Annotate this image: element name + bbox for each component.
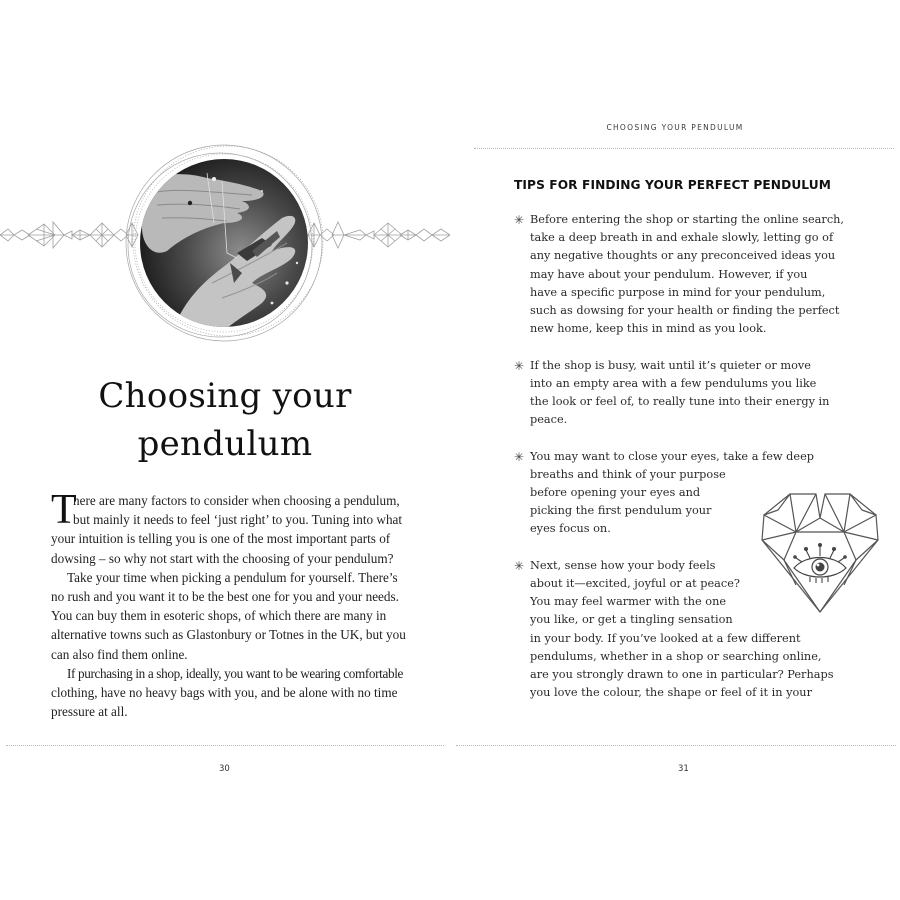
text-line: no rush and you want it to be the best one for you and your needs. xyxy=(51,589,399,605)
text-line: can also find them online. xyxy=(51,646,188,662)
footer-divider xyxy=(456,745,896,746)
text-line: clothing, have no heavy bags with you, and be alone with no time xyxy=(51,685,398,701)
text-line: your intuition is telling you is one of the most important parts of xyxy=(51,531,391,547)
text-line: Next, sense how your body feels xyxy=(530,558,716,572)
text-line: pendulums, whether in a shop or searching online, xyxy=(530,649,822,663)
text-line: here are many factors to consider when choosing a pendulum, xyxy=(73,493,400,508)
text-line: about it—excited, joyful or at peace? xyxy=(530,577,740,591)
text-line: If the shop is busy, wait until it’s quieter or move xyxy=(530,358,811,372)
text-line: you like, or get a tingling sensation xyxy=(530,613,733,627)
hands-holding-pendulums-photo xyxy=(112,133,337,358)
text-line: You may feel warmer with the one xyxy=(530,595,727,609)
text-line: alternative towns such as Glastonbury or Totnes in the UK, but you xyxy=(51,627,406,643)
running-head: CHOOSING YOUR PENDULUM xyxy=(606,123,744,132)
text-line: into an empty area with a few pendulums you like xyxy=(530,376,817,390)
asterisk-bullet-icon: ✳ xyxy=(514,213,525,227)
text-line: new home, keep this in mind as you look. xyxy=(530,322,767,336)
drop-cap: T xyxy=(51,487,77,533)
page-number: 31 xyxy=(678,764,689,774)
text-line: but mainly it needs to feel ‘just right’ to you. Tuning into what xyxy=(73,512,403,528)
tip-item xyxy=(514,211,900,338)
text-line: the look or feel of, to really tune into their energy in xyxy=(530,395,830,409)
text-line: any negative thoughts or any preconceived ideas you xyxy=(530,249,836,263)
header-divider xyxy=(474,148,894,149)
text-line: dowsing – so why not start with the choosing of your pendulum? xyxy=(51,550,394,566)
text-line: breaths and think of your purpose xyxy=(530,467,726,481)
text-line: take a deep breath in and exhale slowly, letting go of xyxy=(530,231,834,245)
text-line: such as dowsing for your health or finding the perfect xyxy=(530,304,840,318)
text-line: Take your time when picking a pendulum for yourself. There’s xyxy=(67,569,398,585)
section-heading: TIPS FOR FINDING YOUR PERFECT PENDULUM xyxy=(514,178,831,192)
text-line: If purchasing in a shop, ideally, you want to be wearing comfortable xyxy=(67,665,404,681)
text-line: before opening your eyes and xyxy=(530,486,701,500)
page-number: 30 xyxy=(219,764,230,774)
tips-list xyxy=(514,211,900,721)
text-line: in your body. If you’ve looked at a few different xyxy=(530,631,801,645)
asterisk-bullet-icon: ✳ xyxy=(514,558,525,573)
paragraph xyxy=(51,568,406,664)
chapter-title xyxy=(0,372,450,468)
chapter-title-line: Choosing your xyxy=(98,376,352,416)
asterisk-bullet-icon: ✳ xyxy=(514,358,525,373)
text-line: eyes focus on. xyxy=(530,522,611,536)
text-line: Before entering the shop or starting the online search, xyxy=(530,213,845,226)
paragraph xyxy=(51,664,404,722)
text-line: You may want to close your eyes, take a few deep xyxy=(530,449,814,463)
footer-divider xyxy=(6,745,444,746)
text-line: peace. xyxy=(530,413,568,427)
tip-item xyxy=(514,357,900,430)
text-line: may have about your pendulum. However, if you xyxy=(530,267,808,281)
text-line: picking the first pendulum your xyxy=(530,504,712,518)
asterisk-bullet-icon: ✳ xyxy=(514,449,525,464)
paragraph xyxy=(51,487,403,568)
text-line: are you strongly drawn to one in particular? Perhaps xyxy=(530,668,834,682)
body-text xyxy=(51,487,406,721)
right-page xyxy=(450,0,900,900)
text-line: You can buy them in esoteric shops, of which there are many in xyxy=(51,608,387,624)
chapter-title-line: pendulum xyxy=(137,424,313,464)
text-line: have a specific purpose in mind for your pendulum, xyxy=(530,285,826,299)
text-line: you love the colour, the shape or feel of it in your xyxy=(530,686,812,700)
text-line: pressure at all. xyxy=(51,704,128,720)
crystal-heart-eye-icon xyxy=(758,490,882,616)
